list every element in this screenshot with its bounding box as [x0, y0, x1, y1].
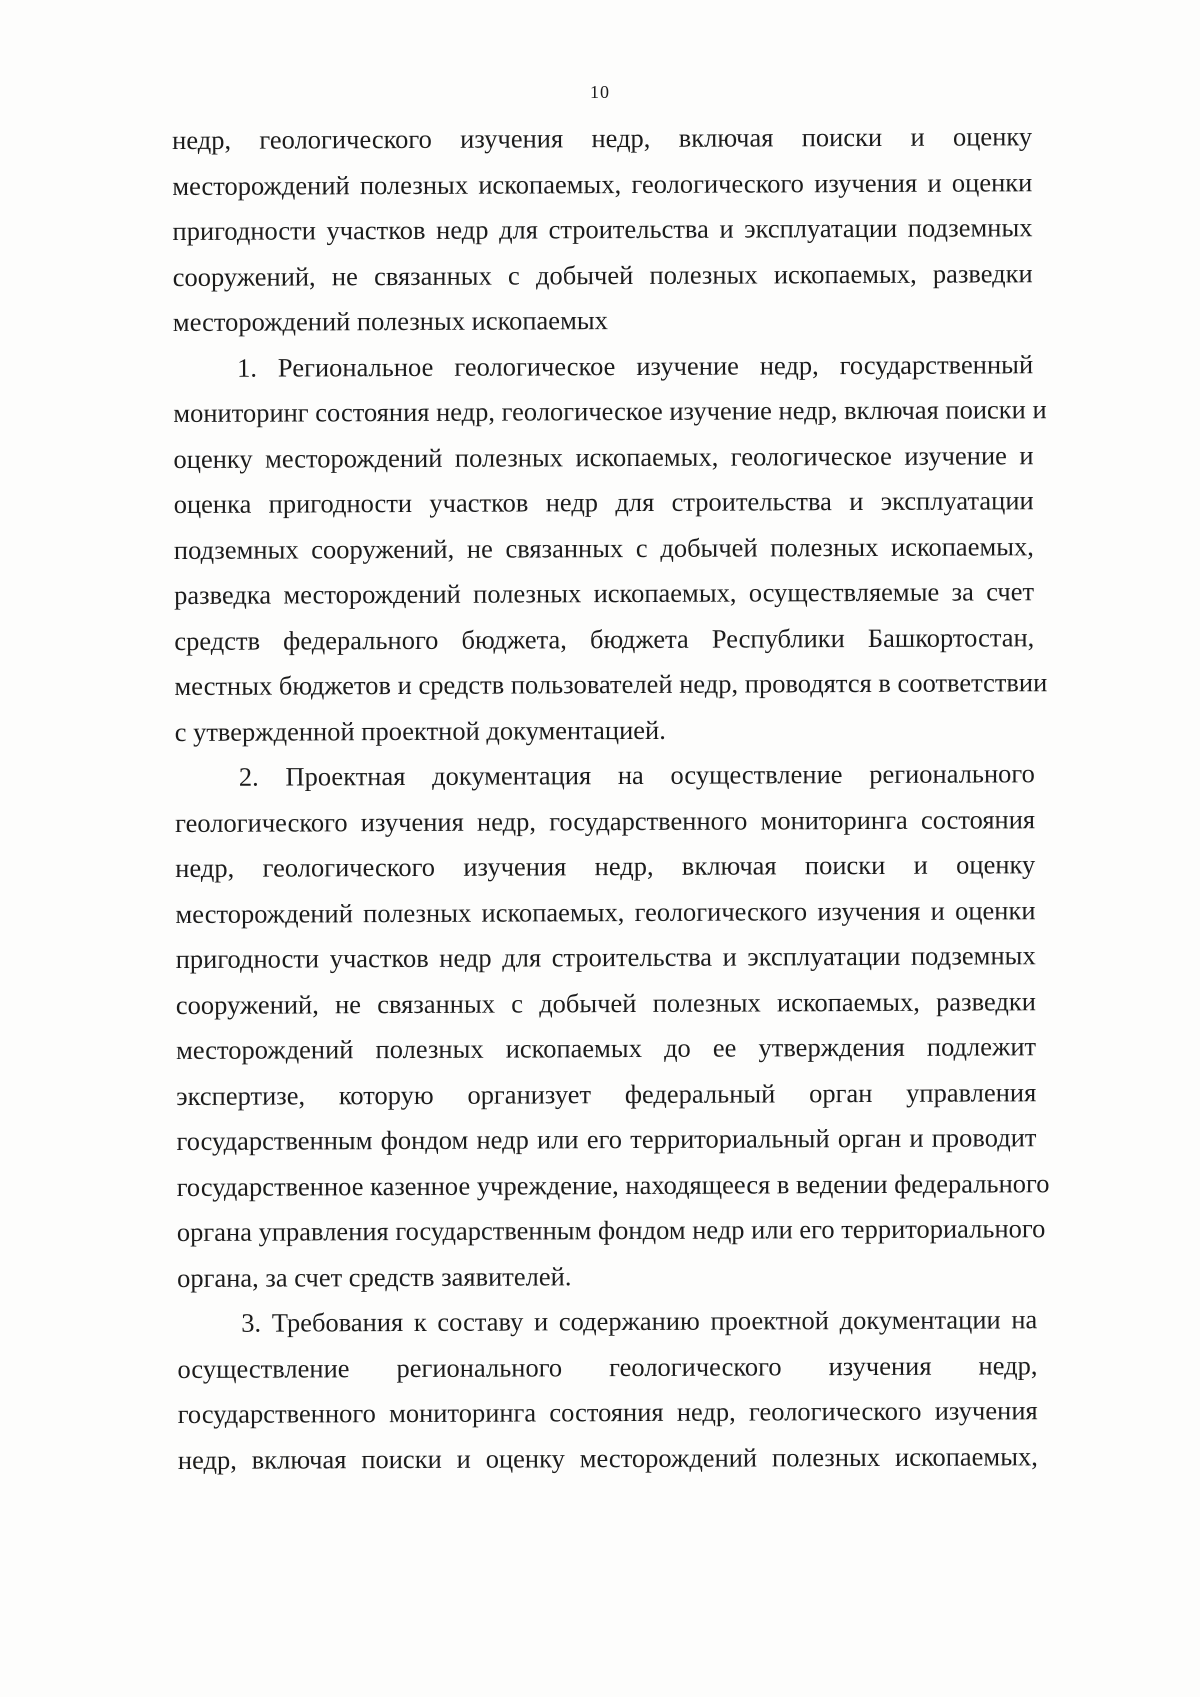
- text-line: оценку месторождений полезных ископаемых, геологическое изучение и: [173, 439, 1034, 474]
- text-line: органа управления государственным фондом недр или его территориального: [176, 1213, 1046, 1247]
- text-line: органа, за счет средств заявителей.: [176, 1260, 572, 1293]
- document-body: [172, 114, 1050, 1483]
- text-line: недр, включая поиски и оценку месторождений полезных ископаемых,: [177, 1440, 1038, 1475]
- text-line: экспертизе, которую организует федеральный орган управления: [176, 1076, 1037, 1111]
- text-line: государственного мониторинга состояния недр, геологического изучения: [177, 1395, 1038, 1429]
- text-line: оценка пригодности участков недр для строительства и эксплуатации: [173, 485, 1034, 519]
- paragraph-1: [173, 342, 1048, 755]
- text-line: разведка месторождений полезных ископаемых, осуществляемые за счет: [174, 576, 1035, 610]
- paragraph-continuation: [172, 114, 1033, 345]
- text-line: государственное казенное учреждение, находящееся в ведении федерального: [176, 1167, 1050, 1202]
- text-line: местных бюджетов и средств пользователей недр, проводятся в соответствии: [174, 667, 1048, 701]
- text-line: месторождений полезных ископаемых: [172, 305, 608, 337]
- text-line: 1. Региональное геологическое изучение недр, государственный: [237, 348, 1034, 383]
- text-line: подземных сооружений, не связанных с добычей полезных ископаемых,: [173, 530, 1034, 565]
- text-line: 3. Требования к составу и содержанию проектной документации на: [241, 1304, 1038, 1338]
- text-line: мониторинг состояния недр, геологическое изучение недр, включая поиски и: [173, 394, 1047, 428]
- text-line: месторождений полезных ископаемых до ее утверждения подлежит: [176, 1031, 1037, 1065]
- text-line: осуществление регионального геологического изучения недр,: [177, 1349, 1038, 1384]
- text-line: месторождений полезных ископаемых, геологического изучения и оценки: [175, 894, 1036, 929]
- text-line: сооружений, не связанных с добычей полезных ископаемых, разведки: [172, 257, 1033, 292]
- paragraph-3: [177, 1297, 1038, 1483]
- text-line: средств федерального бюджета, бюджета Республики Башкортостан,: [174, 621, 1035, 656]
- text-line: пригодности участков недр для строительства и эксплуатации подземных: [172, 212, 1033, 246]
- text-line: пригодности участков недр для строительства и эксплуатации подземных: [175, 940, 1036, 974]
- text-line: геологического изучения недр, государственного мониторинга состояния: [175, 803, 1036, 838]
- text-line: с утвержденной проектной документацией.: [174, 714, 666, 747]
- text-line: месторождений полезных ископаемых, геологического изучения и оценки: [172, 166, 1033, 201]
- text-line: недр, геологического изучения недр, включая поиски и оценку: [175, 849, 1036, 883]
- text-line: 2. Проектная документация на осуществление регионального: [238, 758, 1035, 792]
- page-number: 10: [590, 82, 610, 102]
- text-line: сооружений, не связанных с добычей полезных ископаемых, разведки: [175, 985, 1036, 1020]
- text-line: государственным фондом недр или его территориальный орган и проводит: [176, 1122, 1037, 1156]
- text-line: недр, геологического изучения недр, включая поиски и оценку: [172, 121, 1033, 155]
- paragraph-2: [175, 751, 1050, 1301]
